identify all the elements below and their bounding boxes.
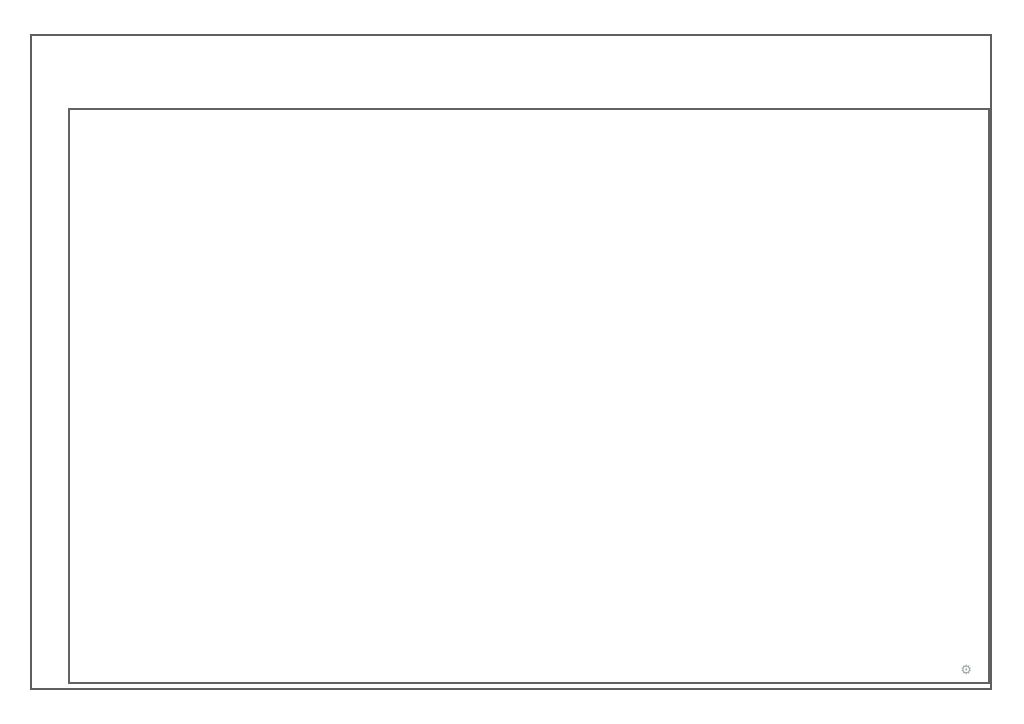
timetable-grid <box>68 108 990 684</box>
bakalari-logo[interactable] <box>960 663 980 676</box>
bakalari-gear-icon: ⚙ <box>960 662 972 677</box>
